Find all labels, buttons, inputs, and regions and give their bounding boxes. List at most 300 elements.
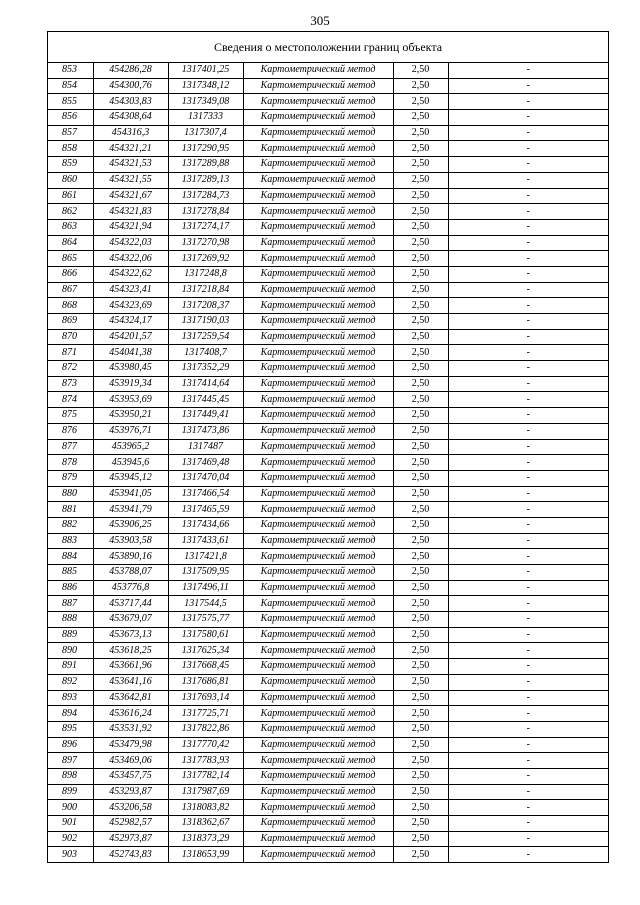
note-cell: - bbox=[448, 533, 608, 549]
method-cell: Картометрический метод bbox=[243, 314, 393, 330]
method-cell: Картометрический метод bbox=[243, 78, 393, 94]
table-row bbox=[48, 549, 608, 565]
x-coordinate-cell: 454300,76 bbox=[93, 78, 168, 94]
accuracy-cell: 2,50 bbox=[393, 643, 448, 659]
table-row bbox=[48, 219, 608, 235]
accuracy-cell: 2,50 bbox=[393, 753, 448, 769]
method-cell: Картометрический метод bbox=[243, 674, 393, 690]
note-cell: - bbox=[448, 596, 608, 612]
note-cell: - bbox=[448, 565, 608, 581]
table-row bbox=[48, 816, 608, 832]
x-coordinate-cell: 453776,8 bbox=[93, 580, 168, 596]
table-row bbox=[48, 627, 608, 643]
y-coordinate-cell: 1317190,03 bbox=[168, 314, 243, 330]
method-cell: Картометрический метод bbox=[243, 266, 393, 282]
method-cell: Картометрический метод bbox=[243, 690, 393, 706]
method-cell: Картометрический метод bbox=[243, 235, 393, 251]
table-row bbox=[48, 486, 608, 502]
table-row bbox=[48, 282, 608, 298]
point-number-cell: 889 bbox=[48, 627, 93, 643]
x-coordinate-cell: 454316,3 bbox=[93, 125, 168, 141]
table-row bbox=[48, 517, 608, 533]
method-cell: Картометрический метод bbox=[243, 659, 393, 675]
note-cell: - bbox=[448, 157, 608, 173]
table-row bbox=[48, 141, 608, 157]
table-row bbox=[48, 831, 608, 847]
table-row bbox=[48, 784, 608, 800]
note-cell: - bbox=[448, 204, 608, 220]
x-coordinate-cell: 454321,67 bbox=[93, 188, 168, 204]
y-coordinate-cell: 1317348,12 bbox=[168, 78, 243, 94]
point-number-cell: 867 bbox=[48, 282, 93, 298]
table-row bbox=[48, 94, 608, 110]
x-coordinate-cell: 454321,53 bbox=[93, 157, 168, 173]
y-coordinate-cell: 1317414,64 bbox=[168, 376, 243, 392]
note-cell: - bbox=[448, 219, 608, 235]
x-coordinate-cell: 452973,87 bbox=[93, 831, 168, 847]
accuracy-cell: 2,50 bbox=[393, 800, 448, 816]
x-coordinate-cell: 454321,55 bbox=[93, 172, 168, 188]
table-row bbox=[48, 392, 608, 408]
table-row bbox=[48, 565, 608, 581]
point-number-cell: 854 bbox=[48, 78, 93, 94]
accuracy-cell: 2,50 bbox=[393, 721, 448, 737]
accuracy-cell: 2,50 bbox=[393, 376, 448, 392]
point-number-cell: 874 bbox=[48, 392, 93, 408]
note-cell: - bbox=[448, 63, 608, 78]
method-cell: Картометрический метод bbox=[243, 847, 393, 862]
method-cell: Картометрический метод bbox=[243, 439, 393, 455]
point-number-cell: 899 bbox=[48, 784, 93, 800]
accuracy-cell: 2,50 bbox=[393, 706, 448, 722]
note-cell: - bbox=[448, 816, 608, 832]
point-number-cell: 886 bbox=[48, 580, 93, 596]
accuracy-cell: 2,50 bbox=[393, 533, 448, 549]
point-number-cell: 883 bbox=[48, 533, 93, 549]
y-coordinate-cell: 1317487 bbox=[168, 439, 243, 455]
accuracy-cell: 2,50 bbox=[393, 125, 448, 141]
table-body bbox=[48, 63, 608, 862]
method-cell: Картометрический метод bbox=[243, 565, 393, 581]
point-number-cell: 891 bbox=[48, 659, 93, 675]
point-number-cell: 902 bbox=[48, 831, 93, 847]
x-coordinate-cell: 453788,07 bbox=[93, 565, 168, 581]
note-cell: - bbox=[448, 78, 608, 94]
method-cell: Картометрический метод bbox=[243, 816, 393, 832]
point-number-cell: 903 bbox=[48, 847, 93, 862]
accuracy-cell: 2,50 bbox=[393, 235, 448, 251]
accuracy-cell: 2,50 bbox=[393, 612, 448, 628]
x-coordinate-cell: 453673,13 bbox=[93, 627, 168, 643]
method-cell: Картометрический метод bbox=[243, 502, 393, 518]
note-cell: - bbox=[448, 659, 608, 675]
x-coordinate-cell: 453945,12 bbox=[93, 470, 168, 486]
table-row bbox=[48, 470, 608, 486]
accuracy-cell: 2,50 bbox=[393, 690, 448, 706]
accuracy-cell: 2,50 bbox=[393, 266, 448, 282]
x-coordinate-cell: 454041,38 bbox=[93, 345, 168, 361]
point-number-cell: 860 bbox=[48, 172, 93, 188]
method-cell: Картометрический метод bbox=[243, 768, 393, 784]
y-coordinate-cell: 1317290,95 bbox=[168, 141, 243, 157]
page-number: 305 bbox=[310, 13, 330, 28]
x-coordinate-cell: 453950,21 bbox=[93, 408, 168, 424]
accuracy-cell: 2,50 bbox=[393, 251, 448, 267]
table-row bbox=[48, 439, 608, 455]
accuracy-cell: 2,50 bbox=[393, 847, 448, 862]
note-cell: - bbox=[448, 517, 608, 533]
table-row bbox=[48, 345, 608, 361]
y-coordinate-cell: 1317284,73 bbox=[168, 188, 243, 204]
table-row bbox=[48, 690, 608, 706]
y-coordinate-cell: 1317466,54 bbox=[168, 486, 243, 502]
x-coordinate-cell: 454321,21 bbox=[93, 141, 168, 157]
method-cell: Картометрический метод bbox=[243, 408, 393, 424]
accuracy-cell: 2,50 bbox=[393, 94, 448, 110]
accuracy-cell: 2,50 bbox=[393, 517, 448, 533]
point-number-cell: 896 bbox=[48, 737, 93, 753]
table-row bbox=[48, 423, 608, 439]
accuracy-cell: 2,50 bbox=[393, 345, 448, 361]
method-cell: Картометрический метод bbox=[243, 784, 393, 800]
note-cell: - bbox=[448, 94, 608, 110]
y-coordinate-cell: 1317218,84 bbox=[168, 282, 243, 298]
point-number-cell: 901 bbox=[48, 816, 93, 832]
accuracy-cell: 2,50 bbox=[393, 439, 448, 455]
accuracy-cell: 2,50 bbox=[393, 659, 448, 675]
table-row bbox=[48, 706, 608, 722]
accuracy-cell: 2,50 bbox=[393, 580, 448, 596]
boundary-table-sheet bbox=[47, 31, 609, 863]
point-number-cell: 865 bbox=[48, 251, 93, 267]
point-number-cell: 872 bbox=[48, 361, 93, 377]
table-row bbox=[48, 643, 608, 659]
note-cell: - bbox=[448, 141, 608, 157]
point-number-cell: 871 bbox=[48, 345, 93, 361]
point-number-cell: 878 bbox=[48, 455, 93, 471]
table-row bbox=[48, 157, 608, 173]
y-coordinate-cell: 1317668,45 bbox=[168, 659, 243, 675]
table-row bbox=[48, 408, 608, 424]
table-row bbox=[48, 737, 608, 753]
y-coordinate-cell: 1317580,61 bbox=[168, 627, 243, 643]
method-cell: Картометрический метод bbox=[243, 612, 393, 628]
method-cell: Картометрический метод bbox=[243, 172, 393, 188]
method-cell: Картометрический метод bbox=[243, 753, 393, 769]
accuracy-cell: 2,50 bbox=[393, 298, 448, 314]
accuracy-cell: 2,50 bbox=[393, 737, 448, 753]
method-cell: Картометрический метод bbox=[243, 596, 393, 612]
method-cell: Картометрический метод bbox=[243, 94, 393, 110]
x-coordinate-cell: 453890,16 bbox=[93, 549, 168, 565]
note-cell: - bbox=[448, 298, 608, 314]
x-coordinate-cell: 453618,25 bbox=[93, 643, 168, 659]
accuracy-cell: 2,50 bbox=[393, 63, 448, 78]
accuracy-cell: 2,50 bbox=[393, 392, 448, 408]
note-cell: - bbox=[448, 737, 608, 753]
y-coordinate-cell: 1317509,95 bbox=[168, 565, 243, 581]
accuracy-cell: 2,50 bbox=[393, 314, 448, 330]
y-coordinate-cell: 1317725,71 bbox=[168, 706, 243, 722]
note-cell: - bbox=[448, 345, 608, 361]
note-cell: - bbox=[448, 627, 608, 643]
x-coordinate-cell: 454321,83 bbox=[93, 204, 168, 220]
method-cell: Картометрический метод bbox=[243, 188, 393, 204]
x-coordinate-cell: 453469,06 bbox=[93, 753, 168, 769]
note-cell: - bbox=[448, 706, 608, 722]
point-number-cell: 855 bbox=[48, 94, 93, 110]
table-row bbox=[48, 298, 608, 314]
point-number-cell: 875 bbox=[48, 408, 93, 424]
note-cell: - bbox=[448, 266, 608, 282]
point-number-cell: 897 bbox=[48, 753, 93, 769]
point-number-cell: 876 bbox=[48, 423, 93, 439]
x-coordinate-cell: 453661,96 bbox=[93, 659, 168, 675]
y-coordinate-cell: 1317289,13 bbox=[168, 172, 243, 188]
table-row bbox=[48, 266, 608, 282]
point-number-cell: 861 bbox=[48, 188, 93, 204]
note-cell: - bbox=[448, 470, 608, 486]
point-number-cell: 882 bbox=[48, 517, 93, 533]
note-cell: - bbox=[448, 423, 608, 439]
note-cell: - bbox=[448, 721, 608, 737]
point-number-cell: 879 bbox=[48, 470, 93, 486]
x-coordinate-cell: 453531,92 bbox=[93, 721, 168, 737]
method-cell: Картометрический метод bbox=[243, 282, 393, 298]
x-coordinate-cell: 453903,58 bbox=[93, 533, 168, 549]
note-cell: - bbox=[448, 674, 608, 690]
note-cell: - bbox=[448, 282, 608, 298]
point-number-cell: 873 bbox=[48, 376, 93, 392]
point-number-cell: 880 bbox=[48, 486, 93, 502]
note-cell: - bbox=[448, 188, 608, 204]
method-cell: Картометрический метод bbox=[243, 721, 393, 737]
boundary-points-table bbox=[48, 63, 608, 862]
accuracy-cell: 2,50 bbox=[393, 219, 448, 235]
point-number-cell: 856 bbox=[48, 110, 93, 126]
accuracy-cell: 2,50 bbox=[393, 831, 448, 847]
y-coordinate-cell: 1317248,8 bbox=[168, 266, 243, 282]
x-coordinate-cell: 452982,57 bbox=[93, 816, 168, 832]
accuracy-cell: 2,50 bbox=[393, 408, 448, 424]
x-coordinate-cell: 453941,79 bbox=[93, 502, 168, 518]
method-cell: Картометрический метод bbox=[243, 376, 393, 392]
point-number-cell: 862 bbox=[48, 204, 93, 220]
x-coordinate-cell: 453293,87 bbox=[93, 784, 168, 800]
y-coordinate-cell: 1317449,41 bbox=[168, 408, 243, 424]
method-cell: Картометрический метод bbox=[243, 800, 393, 816]
table-row bbox=[48, 612, 608, 628]
y-coordinate-cell: 1317575,77 bbox=[168, 612, 243, 628]
point-number-cell: 853 bbox=[48, 63, 93, 78]
y-coordinate-cell: 1317269,92 bbox=[168, 251, 243, 267]
x-coordinate-cell: 453980,45 bbox=[93, 361, 168, 377]
y-coordinate-cell: 1317770,42 bbox=[168, 737, 243, 753]
accuracy-cell: 2,50 bbox=[393, 329, 448, 345]
note-cell: - bbox=[448, 455, 608, 471]
point-number-cell: 869 bbox=[48, 314, 93, 330]
x-coordinate-cell: 454324,17 bbox=[93, 314, 168, 330]
method-cell: Картометрический метод bbox=[243, 549, 393, 565]
note-cell: - bbox=[448, 486, 608, 502]
point-number-cell: 857 bbox=[48, 125, 93, 141]
method-cell: Картометрический метод bbox=[243, 643, 393, 659]
accuracy-cell: 2,50 bbox=[393, 141, 448, 157]
method-cell: Картометрический метод bbox=[243, 345, 393, 361]
accuracy-cell: 2,50 bbox=[393, 282, 448, 298]
y-coordinate-cell: 1317401,25 bbox=[168, 63, 243, 78]
table-row bbox=[48, 659, 608, 675]
y-coordinate-cell: 1317625,34 bbox=[168, 643, 243, 659]
accuracy-cell: 2,50 bbox=[393, 78, 448, 94]
method-cell: Картометрический метод bbox=[243, 63, 393, 78]
y-coordinate-cell: 1317469,48 bbox=[168, 455, 243, 471]
y-coordinate-cell: 1317408,7 bbox=[168, 345, 243, 361]
accuracy-cell: 2,50 bbox=[393, 361, 448, 377]
y-coordinate-cell: 1317278,84 bbox=[168, 204, 243, 220]
table-row bbox=[48, 533, 608, 549]
accuracy-cell: 2,50 bbox=[393, 157, 448, 173]
point-number-cell: 895 bbox=[48, 721, 93, 737]
note-cell: - bbox=[448, 439, 608, 455]
accuracy-cell: 2,50 bbox=[393, 470, 448, 486]
point-number-cell: 894 bbox=[48, 706, 93, 722]
x-coordinate-cell: 454321,94 bbox=[93, 219, 168, 235]
point-number-cell: 888 bbox=[48, 612, 93, 628]
method-cell: Картометрический метод bbox=[243, 831, 393, 847]
method-cell: Картометрический метод bbox=[243, 706, 393, 722]
method-cell: Картометрический метод bbox=[243, 125, 393, 141]
y-coordinate-cell: 1317433,61 bbox=[168, 533, 243, 549]
point-number-cell: 870 bbox=[48, 329, 93, 345]
point-number-cell: 866 bbox=[48, 266, 93, 282]
method-cell: Картометрический метод bbox=[243, 517, 393, 533]
note-cell: - bbox=[448, 502, 608, 518]
y-coordinate-cell: 1317289,88 bbox=[168, 157, 243, 173]
accuracy-cell: 2,50 bbox=[393, 204, 448, 220]
table-row bbox=[48, 376, 608, 392]
note-cell: - bbox=[448, 690, 608, 706]
y-coordinate-cell: 1317693,14 bbox=[168, 690, 243, 706]
accuracy-cell: 2,50 bbox=[393, 784, 448, 800]
note-cell: - bbox=[448, 612, 608, 628]
accuracy-cell: 2,50 bbox=[393, 674, 448, 690]
x-coordinate-cell: 454323,41 bbox=[93, 282, 168, 298]
x-coordinate-cell: 453479,98 bbox=[93, 737, 168, 753]
y-coordinate-cell: 1317349,08 bbox=[168, 94, 243, 110]
note-cell: - bbox=[448, 408, 608, 424]
method-cell: Картометрический метод bbox=[243, 470, 393, 486]
accuracy-cell: 2,50 bbox=[393, 455, 448, 471]
note-cell: - bbox=[448, 831, 608, 847]
x-coordinate-cell: 454322,62 bbox=[93, 266, 168, 282]
method-cell: Картометрический метод bbox=[243, 533, 393, 549]
x-coordinate-cell: 453641,16 bbox=[93, 674, 168, 690]
note-cell: - bbox=[448, 392, 608, 408]
x-coordinate-cell: 453457,75 bbox=[93, 768, 168, 784]
table-row bbox=[48, 125, 608, 141]
y-coordinate-cell: 1318362,67 bbox=[168, 816, 243, 832]
y-coordinate-cell: 1317465,59 bbox=[168, 502, 243, 518]
point-number-cell: 898 bbox=[48, 768, 93, 784]
x-coordinate-cell: 454322,06 bbox=[93, 251, 168, 267]
note-cell: - bbox=[448, 643, 608, 659]
table-row bbox=[48, 78, 608, 94]
accuracy-cell: 2,50 bbox=[393, 423, 448, 439]
accuracy-cell: 2,50 bbox=[393, 486, 448, 502]
x-coordinate-cell: 453941,05 bbox=[93, 486, 168, 502]
table-row bbox=[48, 329, 608, 345]
table-row bbox=[48, 721, 608, 737]
y-coordinate-cell: 1317782,14 bbox=[168, 768, 243, 784]
y-coordinate-cell: 1317686,81 bbox=[168, 674, 243, 690]
accuracy-cell: 2,50 bbox=[393, 172, 448, 188]
y-coordinate-cell: 1317421,8 bbox=[168, 549, 243, 565]
method-cell: Картометрический метод bbox=[243, 157, 393, 173]
point-number-cell: 877 bbox=[48, 439, 93, 455]
table-row bbox=[48, 172, 608, 188]
point-number-cell: 858 bbox=[48, 141, 93, 157]
table-row bbox=[48, 768, 608, 784]
note-cell: - bbox=[448, 800, 608, 816]
point-number-cell: 892 bbox=[48, 674, 93, 690]
y-coordinate-cell: 1317544,5 bbox=[168, 596, 243, 612]
method-cell: Картометрический метод bbox=[243, 219, 393, 235]
table-row bbox=[48, 314, 608, 330]
y-coordinate-cell: 1317307,4 bbox=[168, 125, 243, 141]
note-cell: - bbox=[448, 376, 608, 392]
x-coordinate-cell: 454322,03 bbox=[93, 235, 168, 251]
y-coordinate-cell: 1317259,54 bbox=[168, 329, 243, 345]
table-row bbox=[48, 596, 608, 612]
y-coordinate-cell: 1318653,99 bbox=[168, 847, 243, 862]
method-cell: Картометрический метод bbox=[243, 298, 393, 314]
point-number-cell: 859 bbox=[48, 157, 93, 173]
table-row bbox=[48, 674, 608, 690]
section-title: Сведения о местоположении границ объекта bbox=[48, 32, 608, 63]
x-coordinate-cell: 453616,24 bbox=[93, 706, 168, 722]
note-cell: - bbox=[448, 314, 608, 330]
y-coordinate-cell: 1317333 bbox=[168, 110, 243, 126]
table-row bbox=[48, 251, 608, 267]
point-number-cell: 887 bbox=[48, 596, 93, 612]
method-cell: Картометрический метод bbox=[243, 329, 393, 345]
method-cell: Картометрический метод bbox=[243, 486, 393, 502]
method-cell: Картометрический метод bbox=[243, 361, 393, 377]
table-row bbox=[48, 455, 608, 471]
note-cell: - bbox=[448, 549, 608, 565]
accuracy-cell: 2,50 bbox=[393, 565, 448, 581]
point-number-cell: 864 bbox=[48, 235, 93, 251]
table-row bbox=[48, 847, 608, 862]
x-coordinate-cell: 453642,81 bbox=[93, 690, 168, 706]
point-number-cell: 863 bbox=[48, 219, 93, 235]
method-cell: Картометрический метод bbox=[243, 204, 393, 220]
x-coordinate-cell: 454308,64 bbox=[93, 110, 168, 126]
x-coordinate-cell: 452743,83 bbox=[93, 847, 168, 862]
note-cell: - bbox=[448, 125, 608, 141]
note-cell: - bbox=[526, 848, 530, 860]
x-coordinate-cell: 453965,2 bbox=[93, 439, 168, 455]
method-cell: Картометрический метод bbox=[243, 580, 393, 596]
x-coordinate-cell: 453906,25 bbox=[93, 517, 168, 533]
table-row bbox=[48, 361, 608, 377]
table-row bbox=[48, 235, 608, 251]
accuracy-cell: 2,50 bbox=[393, 596, 448, 612]
accuracy-cell: 2,50 bbox=[393, 816, 448, 832]
y-coordinate-cell: 1317434,66 bbox=[168, 517, 243, 533]
note-cell: - bbox=[448, 580, 608, 596]
